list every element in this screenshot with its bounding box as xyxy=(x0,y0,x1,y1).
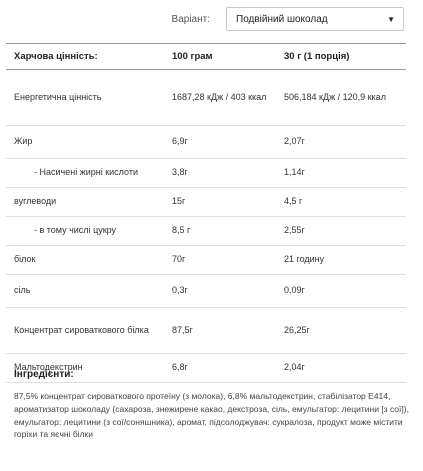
chevron-down-icon: ▼ xyxy=(387,14,395,24)
value-per-serving: 2,04г xyxy=(276,354,406,383)
value-per-serving: 26,25г xyxy=(276,308,406,354)
header-nutrition: Харчова цінність: xyxy=(6,44,164,70)
nutrient-name: - в тому числі цукру xyxy=(6,217,164,246)
value-per-100g: 6,8г xyxy=(164,354,276,383)
value-per-100g: 87,5г xyxy=(164,308,276,354)
value-per-serving: 21 годину xyxy=(276,246,406,275)
value-per-serving: 2,55г xyxy=(276,217,406,246)
value-per-100g: 8,5 г xyxy=(164,217,276,246)
table-row xyxy=(6,159,406,188)
nutrient-name: білок xyxy=(6,246,164,275)
nutrient-name: вуглеводи xyxy=(6,188,164,217)
variant-select[interactable] xyxy=(226,7,404,31)
value-per-100g: 1687,28 кДж / 403 ккал xyxy=(164,70,276,126)
nutrition-table-body xyxy=(6,70,406,383)
value-per-100g: 6,9г xyxy=(164,126,276,159)
value-per-serving: 506,184 кДж / 120,9 ккал xyxy=(276,70,406,126)
value-per-serving: 1,14г xyxy=(276,159,406,188)
nutrient-name: Енергетична цінність xyxy=(6,70,164,126)
ingredients-text: 87,5% концентрат сироваткового протеїну (з молока), 6,8% мальтодекстрин, стабілізатор Е414, ароматизатор шоколаду (сахароза, знежирене какао, декстроза, сіль, емульгатор: лецитини [з сої]), емульгатор: лецитини (з сої/соняшника), аромат, підсолоджувач: сукралоза, продукт може містити горіхи та яєчні білки xyxy=(14,391,409,440)
table-row xyxy=(6,246,406,275)
value-per-100g: 0,3г xyxy=(164,275,276,308)
table-row xyxy=(6,126,406,159)
header-per-100g: 100 грам xyxy=(164,44,276,70)
table-row xyxy=(6,308,406,354)
nutrient-name: сіль xyxy=(6,275,164,308)
variant-label: Варіант: xyxy=(171,13,210,25)
nutrient-name: Концентрат сироваткового білка xyxy=(6,308,164,354)
table-row xyxy=(6,275,406,308)
value-per-serving: 4,5 г xyxy=(276,188,406,217)
table-row xyxy=(6,70,406,126)
nutrient-name: Мальтодекстрин xyxy=(6,354,164,383)
table-row xyxy=(6,188,406,217)
ingredients-title: Інгредієнти: xyxy=(14,369,74,380)
value-per-100g: 70г xyxy=(164,246,276,275)
nutrient-name: - Насичені жирні кислоти xyxy=(6,159,164,188)
value-per-serving: 2,07г xyxy=(276,126,406,159)
header-per-serving: 30 г (1 порція) xyxy=(276,44,406,70)
value-per-100g: 15г xyxy=(164,188,276,217)
nutrition-table xyxy=(6,43,406,383)
nutrition-header-row xyxy=(6,44,406,70)
value-per-serving: 0,09г xyxy=(276,275,406,308)
variant-selected-value: Подвійний шоколад xyxy=(236,13,328,25)
table-row xyxy=(6,217,406,246)
variant-selector-row xyxy=(172,7,404,31)
value-per-100g: 3,8г xyxy=(164,159,276,188)
nutrient-name: Жир xyxy=(6,126,164,159)
